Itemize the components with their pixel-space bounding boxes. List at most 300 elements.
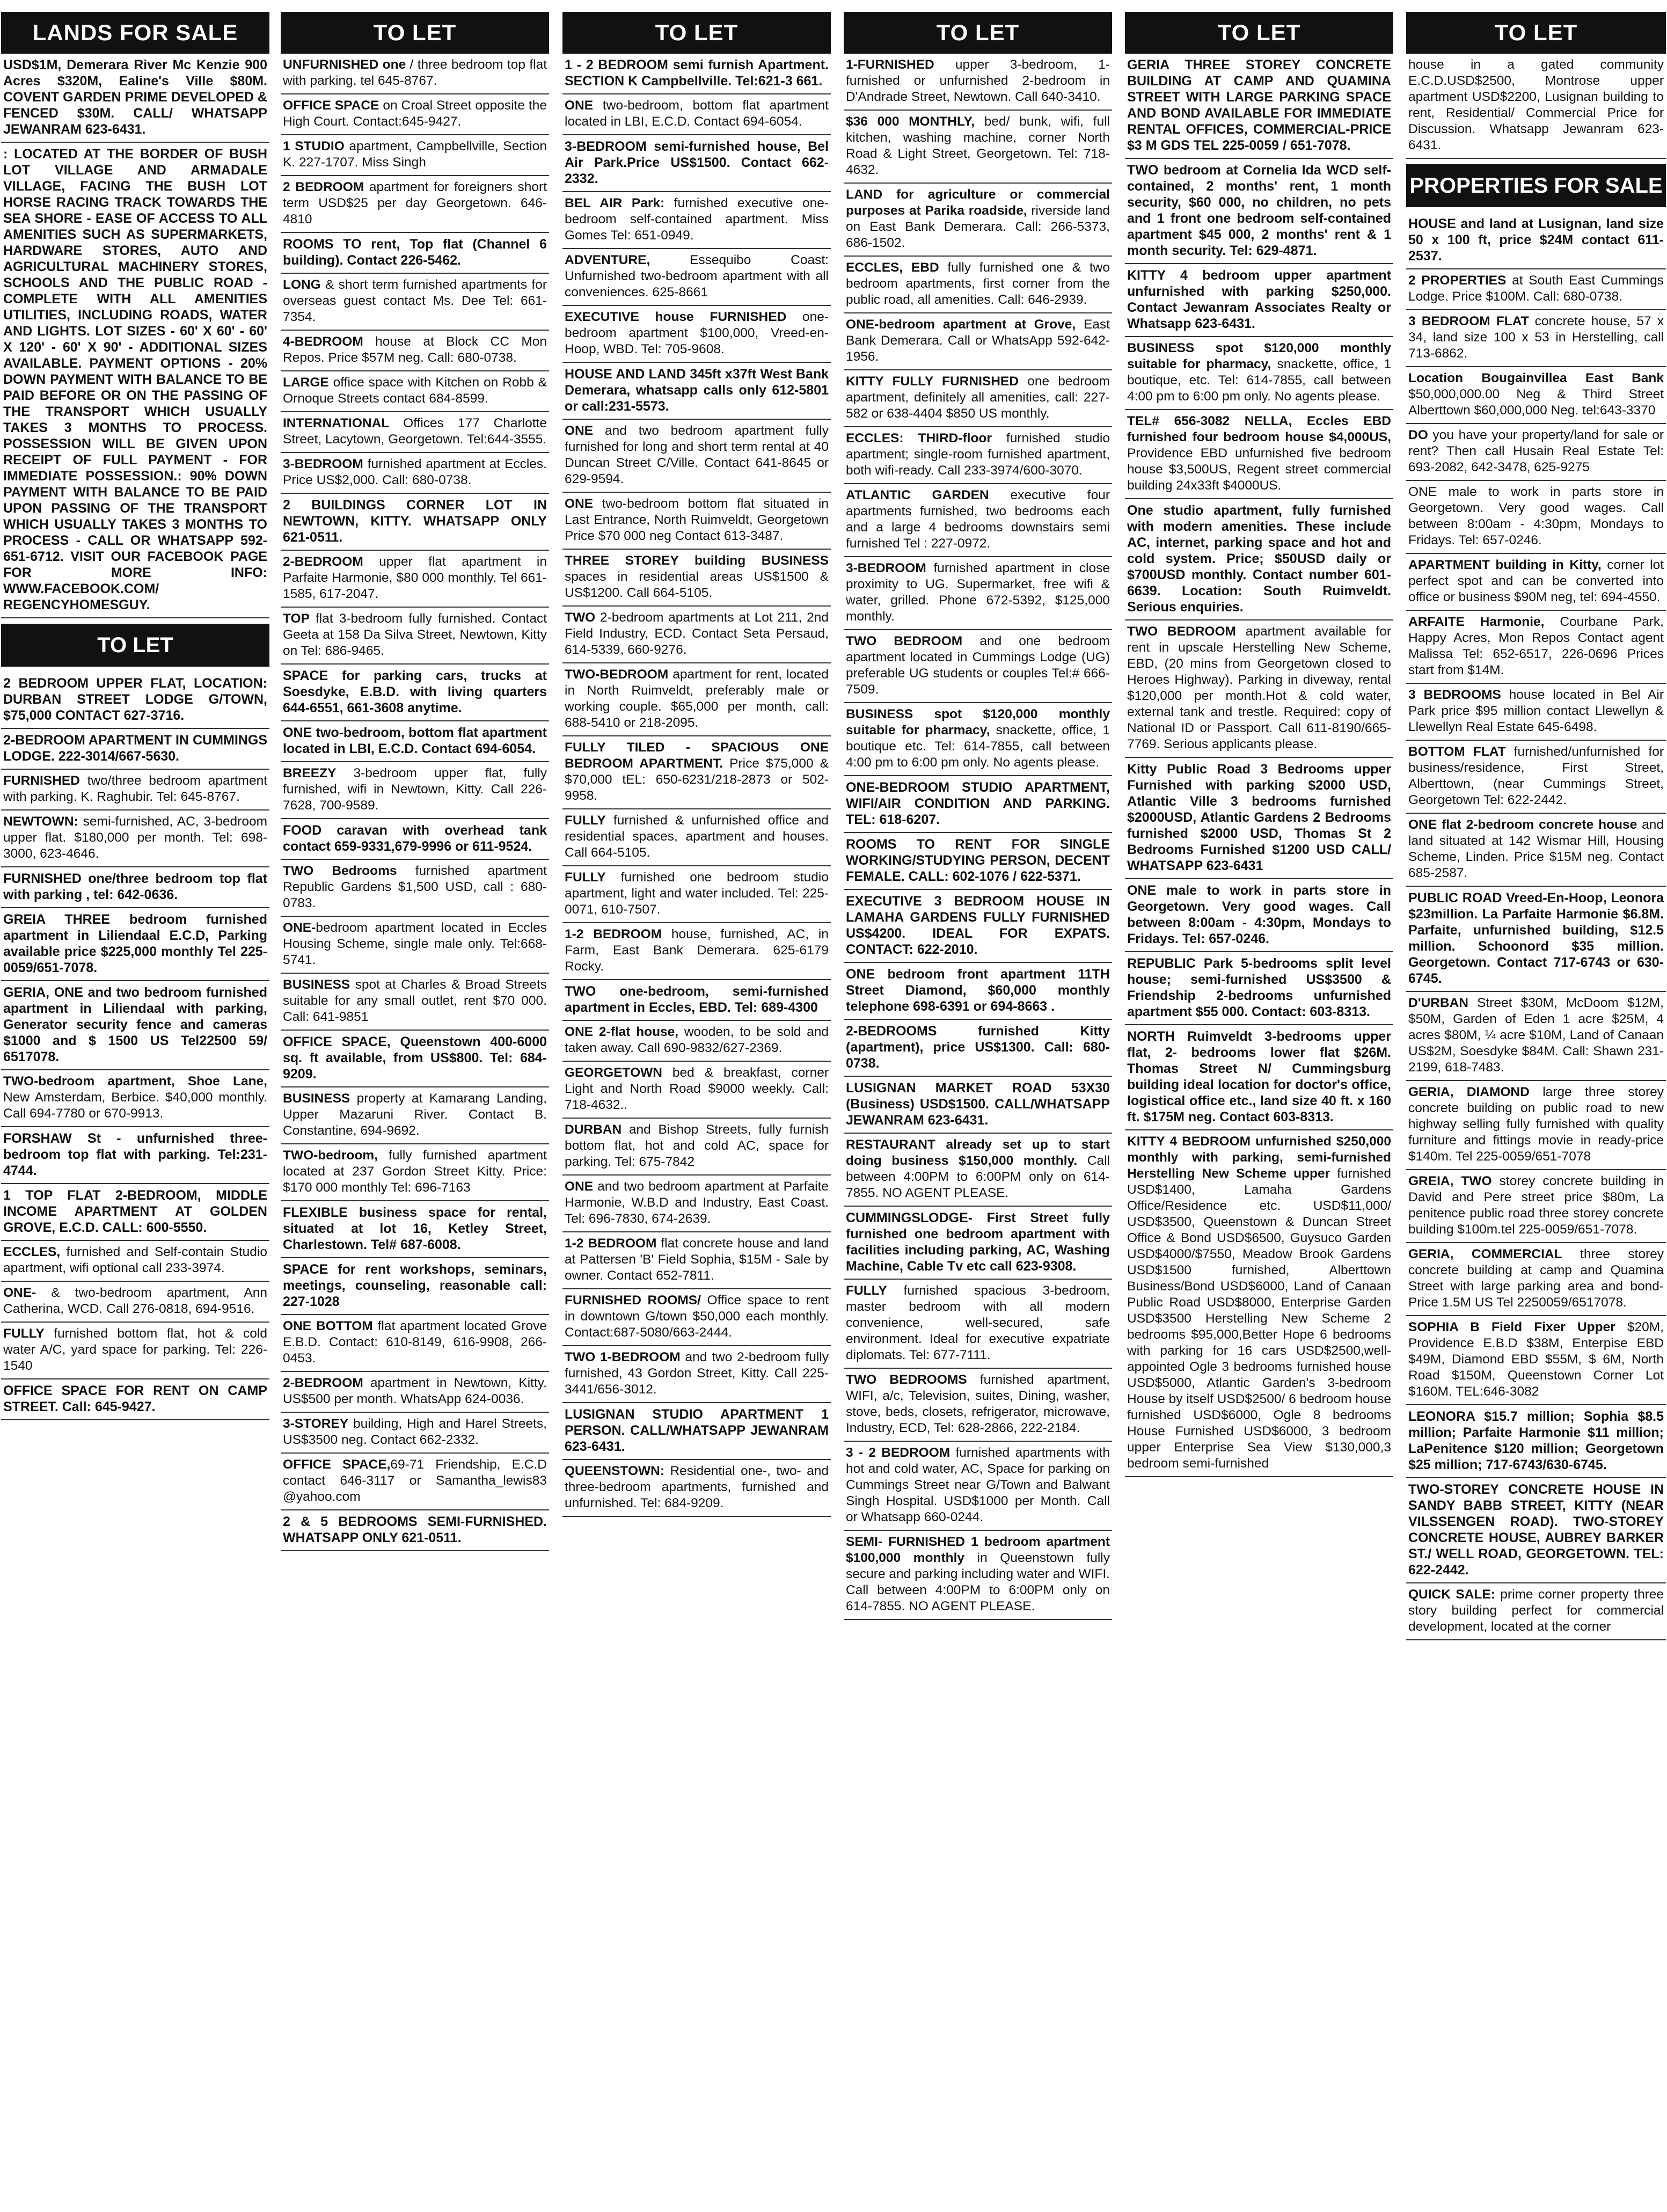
ad-body: house, furnished, AC, in Farm, East Bank Demerara. 625-6179 Rocky. — [565, 927, 829, 974]
ad-text: One studio apartment, fully furnished with modern amenities. These include AC, internet, parking space and hot and cold system. Price; $50USD daily or $700USD monthly. Contact number 601-6639. Location: South Ruimveldt. Serious enquiries. — [1127, 503, 1391, 615]
ad-body: spot at Charles & Broad Streets suitable for any small outlet, rent $70 000. Call: 641-9851 — [283, 977, 547, 1024]
ad-headline: TWO-BEDROOM — [565, 667, 669, 682]
classified-ad — [1125, 1025, 1393, 1130]
ad-body: prime corner property three story building perfect for commercial development, located at the corner — [1408, 1587, 1664, 1634]
classified-ad — [562, 306, 831, 363]
classified-ad — [281, 974, 549, 1031]
classified-ad — [562, 607, 831, 663]
ad-body: Courbane Park, Happy Acres, Mon Repos Contact agent Malissa Tel: 652-6517, 226-0696 Prices start from $14M. — [1408, 615, 1664, 677]
ad-body: furnished apartment in close proximity to UG. Supermarket, free wifi & water, grilled. Phone 672-5392, $125,000 monthly. — [846, 561, 1110, 624]
ad-headline: ADVENTURE, — [565, 253, 650, 267]
classified-ad — [562, 1232, 831, 1289]
ad-headline: FULLY — [846, 1283, 887, 1298]
ad-body: Essequibo Coast: Unfurnished two-bedroom apartment with all conveniences. 625-8661 — [565, 253, 829, 300]
ad-headline: ECCLES, EBD — [846, 260, 939, 275]
ad-body: & two-bedroom apartment, Ann Catherina, WCD. Call 276-0818, 694-9516. — [3, 1286, 267, 1316]
classified-column-3 — [562, 12, 831, 2207]
classified-ad — [281, 665, 549, 721]
ad-headline: 1-2 BEDROOM — [565, 927, 662, 941]
ad-body: furnished/unfurnished for business/residence, First Street, Alberttown, (near Cummings Street, Georgetown Tel: 622-2442. — [1408, 744, 1664, 807]
section-header: TO LET — [844, 12, 1112, 54]
ad-text: EXECUTIVE 3 BEDROOM HOUSE IN LAMAHA GARDENS FULLY FURNISHED US$4200. IDEAL FOR EXPATS. CONTACT: 622-2010. — [846, 894, 1110, 957]
ad-text: ONE male to work in parts store in Georgetown. Very good wages. Call between 8:00am - 4:30pm, Mondays to Fridays. Tel: 657-0246. — [1408, 485, 1664, 547]
ad-body: furnished one bedroom studio apartment, light and water included. Tel: 225-0071, 610-7507. — [565, 870, 829, 917]
ad-body: 69-71 Friendship, E.C.D contact 646-3117 or Samantha_lewis83 @yahoo.com — [283, 1457, 547, 1504]
classified-column-2 — [281, 12, 549, 2207]
ad-text: REPUBLIC Park 5-bedrooms split level house; semi-furnished US$3500 & Friendship 2-bedrooms unfurnished apartment $55 000. Contact: 603-8313. — [1127, 956, 1391, 1019]
ad-headline: TEL# 656-3082 NELLA, Eccles EBD furnished four bedroom house $4,000US, — [1127, 414, 1391, 444]
ad-body: semi-furnished, AC, 3-bedroom upper flat. $180,000 per month. Tel: 698-3000, 623-4646. — [3, 814, 267, 861]
classified-ad — [1406, 1583, 1666, 1640]
ad-body: riverside land on East Bank Demerara. Call: 266-5373, 686-1502. — [846, 203, 1110, 250]
classified-ad — [844, 776, 1112, 833]
ad-body: corner lot perfect spot and can be converted into office or business $90M neg, tel: 694-4550. — [1408, 558, 1664, 604]
ad-body: $20M, Providence E.B.D $38M, Enterpise EBD $49M, Diamond EBD $55M, $ 6M, North Road $150M, Queenstown Corner Lot $160M. TEL:646-3082 — [1408, 1320, 1664, 1399]
ad-body: flat 3-bedroom fully furnished. Contact Geeta at 158 Da Silva Street, Newtown, Kitty on Tel: 686-9465. — [283, 611, 547, 658]
classified-ad — [1406, 1243, 1666, 1316]
ad-headline: 3 - 2 BEDROOM — [846, 1446, 951, 1460]
classified-ad — [281, 762, 549, 819]
classified-ad — [562, 1460, 831, 1517]
ad-headline: NEWTOWN: — [3, 814, 78, 829]
classified-ad — [562, 493, 831, 550]
classified-ad — [1, 1070, 269, 1127]
classified-ad — [281, 412, 549, 453]
ad-text: GERIA THREE STOREY CONCRETE BUILDING AT CAMP AND QUAMINA STREET WITH LARGE PARKING SPACE AND BOND AVAILABLE FOR IMMEDIATE RENTAL OFFICES, COMMERCIAL-PRICE $3 M GDS TEL 225-0059 / 651-7078. — [1127, 57, 1391, 153]
ad-headline: FURNISHED — [3, 773, 80, 788]
classified-ad — [281, 233, 549, 274]
ad-headline: ONE — [565, 1179, 594, 1194]
ad-body: Office space to rent in downtown G/town $50,000 each monthly. Contact:687-5080/663-2444. — [565, 1293, 829, 1340]
ad-body: furnished & unfurnished office and residential spaces, apartment and houses. Call 664-5105. — [565, 813, 829, 860]
ad-text: NORTH Ruimveldt 3-bedrooms upper flat, 2- bedrooms lower flat $26M. Thomas Street N/ Cummingsburg building ideal location for doctor's office, logistical office etc., land size 40 ft. x 160 ft. $175M neg. Contact 603-8313. — [1127, 1029, 1391, 1125]
classified-ad — [1125, 1130, 1393, 1477]
ad-text: KITTY 4 bedroom upper apartment unfurnished with parking $250,000. Contact Jewanram Associates Realty or Whatsapp 623-6431. — [1127, 268, 1391, 331]
ad-headline: 2-BEDROOM — [283, 1376, 363, 1390]
classified-ad — [1, 1379, 269, 1420]
classified-ad — [844, 1442, 1112, 1531]
ad-body: three storey concrete building at camp and Quamina Street with large parking area and bond- Price 1.5M US Tel 2250059/6517078. — [1408, 1247, 1664, 1310]
classified-ad — [281, 331, 549, 371]
section-header: PROPERTIES FOR SALE — [1406, 164, 1666, 207]
ad-headline: $36 000 MONTHLY, — [846, 114, 975, 129]
classified-ad — [281, 1315, 549, 1372]
classified-ad — [562, 1119, 831, 1176]
ad-headline: 3-BEDROOM — [283, 457, 363, 471]
ad-text: 3-BEDROOM semi-furnished house, Bel Air Park.Price US$1500. Contact 662-2332. — [565, 139, 829, 186]
ad-body: furnished apartment at Eccles. Price US$2,000. Call: 680-0738. — [283, 457, 547, 487]
classified-ad — [1406, 741, 1666, 814]
ad-text: HOUSE and land at Lusignan, land size 50 x 100 ft, price $24M contact 611-2537. — [1408, 216, 1664, 264]
classified-ad — [1125, 337, 1393, 410]
ad-body: and one bedroom apartment located in Cummings Lodge (UG) preferable UG students or couples Tel:# 666-7509. — [846, 634, 1110, 697]
classified-ad — [1, 1241, 269, 1282]
ad-headline: TWO Bedrooms — [283, 864, 397, 878]
ad-body: Call between 4:00PM to 6:00PM only on 614-7855. NO AGENT PLEASE. — [846, 1154, 1110, 1200]
ad-text: 1 - 2 BEDROOM semi furnish Apartment. SECTION K Campbellville. Tel:621-3 661. — [565, 57, 829, 89]
ad-body: flat apartment located Grove E.B.D. Contact: 610-8149, 616-9908, 266-0453. — [283, 1319, 547, 1366]
classified-ad — [1406, 213, 1666, 269]
ad-body: Price $75,000 & $70,000 tEL: 650-6231/218-2873 or 502-9958. — [565, 756, 829, 803]
classified-ad — [281, 176, 549, 233]
ad-headline: RESTAURANT already set up to start doing business $150,000 monthly. — [846, 1137, 1110, 1168]
classified-ad — [844, 1369, 1112, 1442]
classified-ad — [1406, 1405, 1666, 1478]
ad-headline: D'URBAN — [1408, 996, 1468, 1010]
ad-text: OFFICE SPACE FOR RENT ON CAMP STREET. Call: 645-9427. — [3, 1383, 267, 1414]
ad-text: GERIA, ONE and two bedroom furnished apartment in Liliendaal with parking, Generator security fence and cameras $1000 and $ 1500 US Tel22500 59/ 6517078. — [3, 985, 267, 1064]
ad-headline: GERIA, COMMERCIAL — [1408, 1247, 1562, 1261]
ad-text: 2-BEDROOM APARTMENT IN CUMMINGS LODGE. 222-3014/667-5630. — [3, 733, 267, 764]
ad-body: East Bank Demerara. Call or WhatsApp 592-642-1956. — [846, 317, 1110, 364]
ad-headline: GREIA, TWO — [1408, 1174, 1492, 1188]
classified-ad — [844, 1134, 1112, 1207]
classified-ad — [844, 1531, 1112, 1620]
ad-headline: ONE- — [283, 921, 316, 935]
ad-body: upper 3-bedroom, 1-furnished or unfurnished 2-bedroom in D'Andrade Street, Newtown. Call 640-3410. — [846, 57, 1110, 104]
classified-ad — [1406, 814, 1666, 887]
classified-ad — [844, 484, 1112, 557]
classified-ad — [281, 274, 549, 331]
ad-body: snackette, office, 1 boutique etc. Tel: 614-7855, call between 4:00 pm to 6:00 pm only. No agents please. — [846, 723, 1110, 770]
ad-headline: UNFURNISHED one — [283, 57, 406, 72]
ad-body: wooden, to be sold and taken away. Call 690-9832/627-2369. — [565, 1025, 829, 1055]
classified-ad — [1, 908, 269, 981]
ad-body: two-bedroom, bottom flat apartment located in LBI, E.C.D. Contact 694-6054. — [565, 98, 829, 129]
classified-ad — [281, 721, 549, 762]
section-header: LANDS FOR SALE — [1, 12, 269, 54]
classified-column-1 — [1, 12, 269, 2207]
ad-headline: ARFAITE Harmonie, — [1408, 615, 1545, 629]
ad-headline: EXECUTIVE house FURNISHED — [565, 310, 787, 324]
ad-headline: FULLY — [565, 813, 606, 828]
classified-ad — [562, 663, 831, 736]
ad-body: 3-bedroom upper flat, fully furnished, wifi in Newtown, Kitty. Call 226-7628, 700-9589. — [283, 766, 547, 813]
ad-body: two/three bedroom apartment with parking. K. Raghubir. Tel: 645-8767. — [3, 773, 267, 804]
classified-ad — [281, 54, 549, 94]
ad-headline: GERIA, DIAMOND — [1408, 1085, 1530, 1099]
classified-ad — [562, 363, 831, 420]
section-header: TO LET — [281, 12, 549, 54]
classified-ad — [1125, 758, 1393, 879]
ad-body: furnished studio apartment; single-room furnished apartment, both wifi-ready. Call 233-3974/600-3070. — [846, 431, 1110, 478]
ad-headline: KITTY FULLY FURNISHED — [846, 374, 1019, 389]
classified-ad — [562, 1021, 831, 1062]
ad-headline: BREEZY — [283, 766, 337, 780]
classified-column-4 — [844, 12, 1112, 2207]
ad-body: two-bedroom bottom flat situated in Last Entrance, North Ruimveldt, Georgetown Price $70 000 neg Contact 613-3487. — [565, 497, 829, 543]
ad-headline: LAND for agriculture or commercial purposes at Parika roadside, — [846, 187, 1110, 218]
ad-headline: ONE-bedroom apartment at Grove, — [846, 317, 1076, 332]
ad-body: furnished spacious 3-bedroom, master bedroom with all modern convenience, well-secured, safe environment. Ideal for executive expatriate diplomats. Tel: 677-7111. — [846, 1283, 1110, 1362]
classified-ad — [281, 453, 549, 494]
ad-headline: 1 STUDIO — [283, 139, 345, 154]
ad-headline: BUSINESS spot $120,000 monthly suitable for pharmacy, — [846, 707, 1110, 738]
ad-text: FLEXIBLE business space for rental, situated at lot 16, Ketley Street, Charlestown. Tel# 687-6008. — [283, 1205, 547, 1252]
classified-ad — [281, 1510, 549, 1551]
classified-ad — [1, 1127, 269, 1184]
classified-ad — [281, 819, 549, 860]
ad-headline: TWO BEDROOM — [846, 634, 963, 648]
ad-headline: TWO-bedroom apartment, Shoe Lane, — [3, 1074, 267, 1089]
ad-headline: DO — [1408, 428, 1428, 442]
ad-text: LUSIGNAN MARKET ROAD 53X30 (Business) USD$1500. CALL/WHATSAPP JEWANRAM 623-6431. — [846, 1081, 1110, 1128]
ad-headline: DURBAN — [565, 1122, 622, 1137]
ad-text: 2-BEDROOMS furnished Kitty (apartment), price US$1300. Call: 680-0738. — [846, 1024, 1110, 1071]
classified-ad — [1406, 1170, 1666, 1243]
classified-ad — [1406, 269, 1666, 310]
classified-ad — [1, 729, 269, 770]
ad-body: Residential one-, two- and three-bedroom apartments, furnished and unfurnished. Tel: 684-9209. — [565, 1464, 829, 1510]
ad-text: CUMMINGSLODGE- First Street fully furnished one bedroom apartment with facilities including parking, AC, Washing Machine, Cable Tv etc call 623-9308. — [846, 1210, 1110, 1274]
classified-ad — [844, 54, 1112, 111]
ad-body: Street $30M, McDoom $12M, $50M, Garden of Eden 1 acre $25M, 4 acres $80M, ¼ acre $10M, Land of Canaan US$2M, Soesdyke $84M. Call: Shawn 231-2199, 618-7483. — [1408, 996, 1664, 1075]
ad-text: ONE male to work in parts store in Georgetown. Very good wages. Call between 8:00am - 4:30pm, Mondays to Fridays. Tel: 657-0246. — [1127, 883, 1391, 946]
classified-ad — [844, 1077, 1112, 1134]
ad-text: ROOMS TO rent, Top flat (Channel 6 building). Contact 226-5462. — [283, 237, 547, 268]
classified-ad — [562, 550, 831, 607]
classified-ad — [281, 1258, 549, 1315]
ad-body: apartment for rent, located in North Ruimveldt, preferably male or working couple. $65,000 per month, call: 688-5410 or 218-2095. — [565, 667, 829, 730]
ad-body: and Bishop Streets, fully furnish bottom flat, hot and cold AC, space for parking. Tel: 675-7842 — [565, 1122, 829, 1169]
classified-ad — [1, 143, 269, 618]
ad-headline: BUSINESS — [283, 977, 350, 992]
ad-headline: 3-BEDROOM — [846, 561, 926, 575]
ad-body: apartment in Newtown, Kitty. US$500 per month. WhatsApp 624-0036. — [283, 1376, 547, 1406]
classified-ad — [844, 630, 1112, 703]
classified-ad — [1, 54, 269, 143]
ad-body: furnished bottom flat, hot & cold water A/C, yard space for parking. Tel: 226-1540 — [3, 1326, 267, 1373]
ad-text: SPACE for rent workshops, seminars, meetings, counseling, reasonable call: 227-1028 — [283, 1262, 547, 1309]
ad-headline: FURNISHED ROOMS/ — [565, 1293, 701, 1308]
ad-headline: ONE BOTTOM — [283, 1319, 373, 1333]
classified-ad — [281, 551, 549, 608]
ad-body: New Amsterdam, Berbice. $40,000 monthly. Call 694-7780 or 670-9913. — [3, 1090, 267, 1121]
classified-ad — [1, 1282, 269, 1323]
classified-ad — [562, 809, 831, 866]
ad-body: storey concrete building in David and Pere street price $80m, La penitence public road three storey concrete building $100m.tel 225-0059/651-7078. — [1408, 1174, 1664, 1237]
classified-ad — [281, 1201, 549, 1258]
ad-text: OFFICE SPACE, Queenstown 400-6000 sq. ft available, from US$800. Tel: 684-9209. — [283, 1034, 547, 1082]
ad-body: furnished USD$1400, Lamaha Gardens Office/Residence etc. USD$11,000/ USD$3500, Queenstown & Duncan Street Office & Bond USD$6500, Guysuco Garden USD$4000/$7550, Meadow Brook Gardens USD$1500 furnished, Alberttown Business/Bond USD$6000, Land of Canaan Public Road USD$8000, Enterprise Garden USD$3500 Herstelling New Scheme 2 bedrooms $95,000,Better Hope 6 bedrooms with parking for 16 cars USD$2500,well-appointed Ogle 3 bedrooms furnished house USD$5000, Atlantic Garden's 3-bedroom House by itself USD$2500/ 6 bedroom house furnished USD$6000, Ogle 8 bedrooms House Furnished USD$6000, 3 bedroom upper Enterprise Sea View $130,000,3 bedroom semi-furnished — [1127, 1166, 1391, 1471]
classified-ad — [1, 811, 269, 867]
ad-text: : LOCATED AT THE BORDER OF BUSH LOT VILLAGE AND ARMADALE VILLAGE, FACING THE BUSH LOT HORSE RACING TRACK TOWARDS THE SEA SHORE - EASE OF ACCESS TO ALL AMENITIES SUCH AS SUPERMARKETS, HARDWARE STORES, AUTO AND AGRICULTURAL MACHINERY STORES, SCHOOLS AND THE PUBLIC ROAD - COMPLETE WITH ALL AMENITIES UTILITIES, INCLUDING ROADS, WATER AND LIGHTS. LOT SIZES - 60' X 60' - 60' X 120' - 60' X 90' - ADDITIONAL SIZES AVAILABLE. PAYMENT OPTIONS - 20% DOWN PAYMENT WITH BALANCE TO BE PAID BEFORE OR ON THE PASSING OF THE TRANSPORT WHICH USUALLY TAKES 3 MONTHS TO PROCESS. POSSESSION WILL BE GIVEN UPON RECEIPT OF FULL PAYMENT - FOR IMMEDIATE POSSESSION.: 90% DOWN PAYMENT WITH BALANCE TO BE PAID UPON PASSING OF THE TRANSPORT WHICH USUALLY TAKES 3 MONTHS TO PROCESS - CALL OR WHATSAPP 592-651-6712. VISIT OUR FACEBOOK PAGE FOR MORE INFO: WWW.FACEBOOK.COM/ REGENCYHOMESGUY. — [3, 147, 267, 612]
classified-ad — [562, 923, 831, 980]
classified-ad — [1125, 952, 1393, 1025]
ad-body: one-bedroom apartment $100,000, Vreed-en-Hoop, WBD. Tel: 705-9608. — [565, 310, 829, 356]
classified-ad — [562, 736, 831, 809]
ad-body: furnished executive one-bedroom self-contained apartment. Miss Gomes Tel: 651-0949. — [565, 196, 829, 243]
ad-body: bed/ bunk, wifi, full kitchen, washing machine, corner North Road & Light Street, Georgetown. Tel: 718-4632. — [846, 114, 1110, 177]
classified-ad — [281, 1454, 549, 1510]
ad-text: 1 TOP FLAT 2-BEDROOM, MIDDLE INCOME APARTMENT AT GOLDEN GROVE, E.C.D. CALL: 600-5550. — [3, 1188, 267, 1235]
classified-ad — [562, 1403, 831, 1460]
ad-headline: GEORGETOWN — [565, 1065, 662, 1080]
ad-headline: 2-BEDROOM — [283, 554, 363, 569]
classified-ad — [844, 1280, 1112, 1369]
classified-ad — [1406, 1081, 1666, 1170]
ad-headline: 3 BEDROOMS — [1408, 688, 1501, 702]
ad-body: / three bedroom top flat with parking. tel 645-8767. — [283, 57, 547, 88]
ad-headline: BUSINESS — [283, 1091, 350, 1106]
ad-text: USD$1M, Demerara River Mc Kenzie 900 Acres $320M, Ealine's Ville $80M. COVENT GARDEN PRIME DEVELOPED & FENCED $30M. CALL/ WHATSAPP JEWANRAM 623-6431. — [3, 57, 267, 137]
classified-ad — [1406, 887, 1666, 992]
ad-text: SPACE for parking cars, trucks at Soesdyke, E.B.D. with living quarters 644-6551, 661-3608 anytime. — [283, 668, 547, 716]
classified-ad — [281, 917, 549, 974]
classified-ad — [1406, 424, 1666, 481]
ad-body: apartment for foreigners short term USD$25 per day Georgetown. 646-4810 — [283, 180, 547, 227]
classified-ad — [562, 1176, 831, 1232]
classified-ad — [281, 1144, 549, 1201]
ad-text: HOUSE AND LAND 345ft x37ft West Bank Demerara, whatsapp calls only 612-5801 or call:231-5573. — [565, 367, 829, 414]
ad-headline: BOTTOM FLAT — [1408, 744, 1506, 759]
ad-body: upper flat apartment in Parfaite Harmonie, $80 000 monthly. Tel 661-1585, 617-2047. — [283, 554, 547, 601]
ad-headline: LARGE — [283, 375, 329, 390]
ad-body: $50,000,000.00 Neg & Third Street Alberttown $60,000,000 Neg. tel:643-3370 — [1408, 387, 1664, 418]
classified-ad — [1125, 499, 1393, 620]
ad-headline: KITTY 4 BEDROOM unfurnished $250,000 monthly with parking, semi-furnished Herstelling New Scheme upper — [1127, 1134, 1391, 1181]
ad-headline: BEL AIR Park: — [565, 196, 665, 210]
classified-ad — [844, 370, 1112, 427]
ad-text: ROOMS TO RENT FOR SINGLE WORKING/STUDYING PERSON, DECENT FEMALE. CALL: 602-1076 / 622-5371. — [846, 837, 1110, 884]
ad-headline: FULLY — [565, 870, 606, 885]
ad-body: in Queenstown fully secure and parking including water and WIFI. Call between 4:00PM to 6:00PM only on 614-7855. NO AGENT PLEASE. — [846, 1551, 1110, 1614]
ad-body: furnished apartment Republic Gardens $1,500 USD, call : 680-0783. — [283, 864, 547, 910]
ad-headline: ONE 2-flat house, — [565, 1025, 679, 1039]
classified-ad — [281, 371, 549, 412]
classified-ad — [844, 184, 1112, 257]
ad-headline: 3-STOREY — [283, 1417, 349, 1431]
classified-ad — [844, 557, 1112, 630]
section-header: TO LET — [562, 12, 831, 54]
classified-ad — [844, 890, 1112, 963]
ad-body: fully furnished apartment located at 237 Gordon Street Kitty. Price: $170 000 monthly Tel: 696-7163 — [283, 1148, 547, 1195]
ad-text: FOOD caravan with overhead tank contact 659-9331,679-9996 or 611-9524. — [283, 823, 547, 854]
classified-ad — [562, 420, 831, 493]
ad-headline: INTERNATIONAL — [283, 416, 390, 430]
ad-body: house at Block CC Mon Repos. Price $57M neg. Call: 680-0738. — [283, 334, 547, 365]
classified-ad — [281, 1413, 549, 1454]
ad-headline: TWO 1-BEDROOM — [565, 1350, 681, 1364]
classified-ad — [1, 867, 269, 908]
ad-headline: 4-BEDROOM — [283, 334, 363, 349]
classified-ad — [844, 1020, 1112, 1077]
ad-headline: QUEENSTOWN: — [565, 1464, 665, 1478]
classified-ad — [562, 1346, 831, 1403]
ad-headline: ONE- — [3, 1286, 36, 1300]
ad-text: ONE-BEDROOM STUDIO APARTMENT, WIFI/AIR CONDITION AND PARKING. TEL: 618-6207. — [846, 780, 1110, 827]
classified-ad — [1, 981, 269, 1070]
ad-text: FURNISHED one/three bedroom top flat with parking , tel: 642-0636. — [3, 871, 267, 902]
section-header: TO LET — [1125, 12, 1393, 54]
classified-ad — [562, 135, 831, 192]
classified-ad — [562, 94, 831, 135]
ad-text: 2 BEDROOM UPPER FLAT, LOCATION: DURBAN STREET LODGE G/TOWN, $75,000 CONTACT 627-3716. — [3, 676, 267, 723]
ad-headline: LONG — [283, 278, 321, 292]
ad-body: one bedroom apartment, definitely all amenities, call: 227-582 or 638-4404 $850 US monthly. — [846, 374, 1110, 421]
classified-ad — [281, 860, 549, 917]
ad-body: property at Kamarang Landing, Upper Mazaruni River. Contact B. Constantine, 694-9692. — [283, 1091, 547, 1138]
ad-text: house in a gated community E.C.D.USD$2500, Montrose upper apartment USD$2200, Lusignan building to rent, Residential/ Commercial Price for Discussion. Whatsapp Jewanram 623-6431. — [1408, 57, 1664, 152]
ad-body: concrete house, 57 x 34, land size 100 x 53 in Herstelling, call 713-6862. — [1408, 314, 1664, 361]
ad-body: flat concrete house and land at Pattersen 'B' Field Sophia, $15M - Sale by owner. Contact 652-7811. — [565, 1236, 829, 1283]
classified-ad — [1125, 410, 1393, 499]
ad-text: TWO one-bedroom, semi-furnished apartment in Eccles, EBD. Tel: 689-4300 — [565, 984, 829, 1015]
ad-body: you have your property/land for sale or rent? Then call Husain Real Estate Tel: 693-2082, 642-3478, 625-9275 — [1408, 428, 1664, 474]
ad-headline: THREE STOREY building BUSINESS — [565, 553, 829, 568]
ad-headline: FULLY — [3, 1326, 45, 1341]
ad-body: apartment available for rent in upscale Herstelling New Scheme, EBD, (20 mins from Georgetown closed to Heroes Highway). Parking in diveway, rental $120,000 per month.Hot & cold water, external tank and trestle. Required: copy of National ID or Passport. Call 611-8190/665-7769. Serious applicants please. — [1127, 624, 1391, 751]
ad-headline: ONE — [565, 98, 594, 113]
ad-headline: FULLY TILED - SPACIOUS ONE BEDROOM APARTMENT. — [565, 740, 829, 771]
ad-headline: TWO BEDROOM — [1127, 624, 1236, 639]
classified-ad — [562, 1289, 831, 1346]
classified-ad — [844, 427, 1112, 484]
ad-body: at South East Cummings Lodge. Price $100M. Call: 680-0738. — [1408, 273, 1664, 304]
classified-ad — [562, 866, 831, 923]
ad-text: 2 BUILDINGS CORNER LOT IN NEWTOWN, KITTY. WHATSAPP ONLY 621-0511. — [283, 498, 547, 545]
classified-ad — [844, 111, 1112, 184]
ad-body: and two bedroom apartment fully furnished for long and short term rental at 40 Duncan Street C/Ville. Contact 641-8645 or 629-9594. — [565, 424, 829, 486]
classified-ad — [844, 833, 1112, 890]
ad-headline: QUICK SALE: — [1408, 1587, 1495, 1602]
section-header: TO LET — [1406, 12, 1666, 54]
ad-text: TWO bedroom at Cornelia Ida WCD self-contained, 2 months' rent, 1 month security, $60 000, no children, no pets and 1 front one bedroom self-contained apartment $45 000, 2 months' rent & 1 month security. Tel: 629-4871. — [1127, 163, 1391, 258]
ad-headline: ECCLES, — [3, 1245, 61, 1259]
ad-text: FORSHAW St - unfurnished three-bedroom top flat with parking. Tel:231-4744. — [3, 1131, 267, 1178]
ad-body: building, High and Harel Streets, US$3500 neg. Contact 662-2332. — [283, 1417, 547, 1447]
classified-ad — [281, 135, 549, 176]
classified-ad — [281, 1031, 549, 1087]
ad-text: PUBLIC ROAD Vreed-En-Hoop, Leonora $23million. La Parfaite Harmonie $6.8M. Parfaite, unfurnished building, $12.5 million. Schoonord $35 million. Georgetown. Contact 717-6743 or 630-6745. — [1408, 890, 1664, 986]
classified-ad — [1406, 481, 1666, 554]
ad-text: LUSIGNAN STUDIO APARTMENT 1 PERSON. CALL/WHATSAPP JEWANRAM 623-6431. — [565, 1407, 829, 1454]
ad-body: snackette, office, 1 boutique, etc. Tel: 614-7855, call between 4:00 pm to 6:00 pm only. No agents please. — [1127, 357, 1391, 404]
ad-body: and land situated at 142 Wismar Hill, Housing Scheme, Linden. Price $15M neg. Contact 685-2587. — [1408, 817, 1664, 880]
classified-ad — [562, 54, 831, 94]
ad-headline: TWO-bedroom, — [283, 1148, 378, 1163]
ad-text: GREIA THREE bedroom furnished apartment in Liliendaal E.C.D, Parking available price $225,000 monthly Tel 225-0059/651-7078. — [3, 912, 267, 975]
classified-ad — [1406, 310, 1666, 367]
classified-ad — [844, 257, 1112, 313]
classified-ad — [1406, 367, 1666, 424]
ad-text: ONE bedroom front apartment 11TH Street Diamond, $60,000 monthly telephone 698-6391 or 694-8663 . — [846, 967, 1110, 1014]
ad-headline: 1-2 BEDROOM — [565, 1236, 657, 1251]
section-header: TO LET — [1, 624, 269, 667]
ad-body: Providence EBD unfurnished five bedroom house $3,500US, Regent street commercial building 24x33ft $4000US. — [1127, 446, 1391, 493]
classified-ad — [1125, 879, 1393, 952]
ad-body: and two 2-bedroom fully furnished, 43 Gordon Street, Kitty. Call 225- 3441/656-3012. — [565, 1350, 829, 1397]
classified-ad — [844, 313, 1112, 370]
ad-text: Kitty Public Road 3 Bedrooms upper Furnished with parking $2000 USD, Atlantic Ville 3 bedrooms furnished $2000USD, Atlantic Gardens 2 Bedrooms furnished $2000 USD, Thomas St 2 Bedrooms Furnished $1200 USD CALL/ WHATSAPP 623-6431 — [1127, 762, 1391, 873]
classified-ad — [1406, 992, 1666, 1081]
classified-ad — [1406, 1316, 1666, 1405]
classified-column-6 — [1406, 12, 1666, 2207]
ad-headline: OFFICE SPACE, — [283, 1457, 391, 1472]
ad-body: executive four apartments furnished, two bedrooms each and a large 4 bedrooms downstairs semi furnished Tel : 227-0972. — [846, 488, 1110, 551]
ad-headline: SEMI- FURNISHED 1 bedroom apartment $100,000 monthly — [846, 1535, 1110, 1565]
classified-ad — [1406, 611, 1666, 684]
classified-ad — [844, 963, 1112, 1020]
classified-ad — [1406, 554, 1666, 611]
ad-body: large three storey concrete building on public road to new highway selling fully furnished with quality furniture and fittings movie in ready-price $140m. Tel 225-0059/651-7078 — [1408, 1085, 1664, 1164]
ad-headline: ONE flat 2-bedroom concrete house — [1408, 817, 1637, 832]
ad-body: office space with Kitchen on Robb & Ornoque Streets contact 684-8599. — [283, 375, 547, 406]
classified-ad — [281, 1087, 549, 1144]
ad-headline: TWO BEDROOMS — [846, 1373, 967, 1387]
classified-ad — [1406, 54, 1666, 159]
classified-ad — [562, 1062, 831, 1119]
